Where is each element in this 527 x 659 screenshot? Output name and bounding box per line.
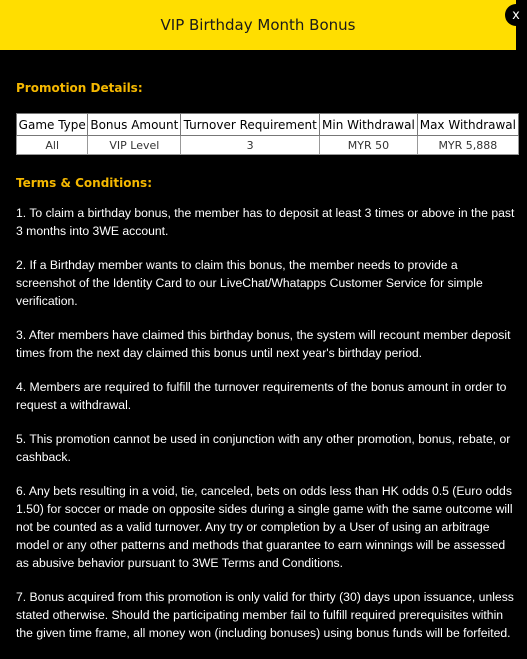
table-row [17, 136, 519, 155]
term-item: 5. This promotion cannot be used in conjunction with any other promotion, bonus, rebate, or cashback. [16, 432, 511, 464]
table-cell: MYR 50 [320, 136, 418, 155]
modal-title: VIP Birthday Month Bonus [160, 16, 356, 34]
table-cell: 3 [181, 136, 320, 155]
column-header: Game Type [17, 114, 88, 136]
modal-header [0, 0, 516, 50]
promotion-table [16, 113, 519, 155]
table-cell: All [17, 136, 88, 155]
term-item: 4. Members are required to fulfill the turnover requirements of the bonus amount in order to request a withdrawal. [16, 380, 507, 412]
term-item: 1. To claim a birthday bonus, the member has to deposit at least 3 times or above in the past 3 months into 3WE account. [16, 206, 515, 238]
close-button[interactable]: x [505, 4, 527, 26]
promotion-details-heading: Promotion Details: [16, 81, 143, 95]
terms-list [16, 204, 520, 642]
table-cell: MYR 5,888 [417, 136, 518, 155]
column-header: Bonus Amount [88, 114, 181, 136]
terms-heading: Terms & Conditions: [16, 176, 152, 190]
term-item: 7. Bonus acquired from this promotion is only valid for thirty (30) days upon issuance, unless stated otherwise. Should the participating member fail to fulfill required prerequisites within the given time frame, all money won (including bonuses) using bonus funds will be forfeited. [16, 590, 514, 640]
term-item: 6. Any bets resulting in a void, tie, canceled, bets on odds less than HK odds 0.5 (Euro odds 1.50) for soccer or made on opposite sides during a single game with the same outcome will not be counted as a valid turnover. Any try or completion by a User of using an arbitrage model or any other patterns and methods that guarantee to earn winnings will be assessed as abusive behavior pursuant to 3WE Terms and Conditions. [16, 484, 513, 570]
column-header: Min Withdrawal [320, 114, 418, 136]
column-header: Turnover Requirement [181, 114, 320, 136]
modal-content [16, 50, 520, 658]
column-header: Max Withdrawal [417, 114, 518, 136]
table-header-row [17, 114, 519, 136]
table-cell: VIP Level [88, 136, 181, 155]
term-item: 2. If a Birthday member wants to claim this bonus, the member needs to provide a screenshot of the Identity Card to our LiveChat/Whatapps Customer Service for simple verification. [16, 258, 483, 308]
term-item: 3. After members have claimed this birthday bonus, the system will recount member deposit times from the next day claimed this bonus until next year's birthday period. [16, 328, 511, 360]
